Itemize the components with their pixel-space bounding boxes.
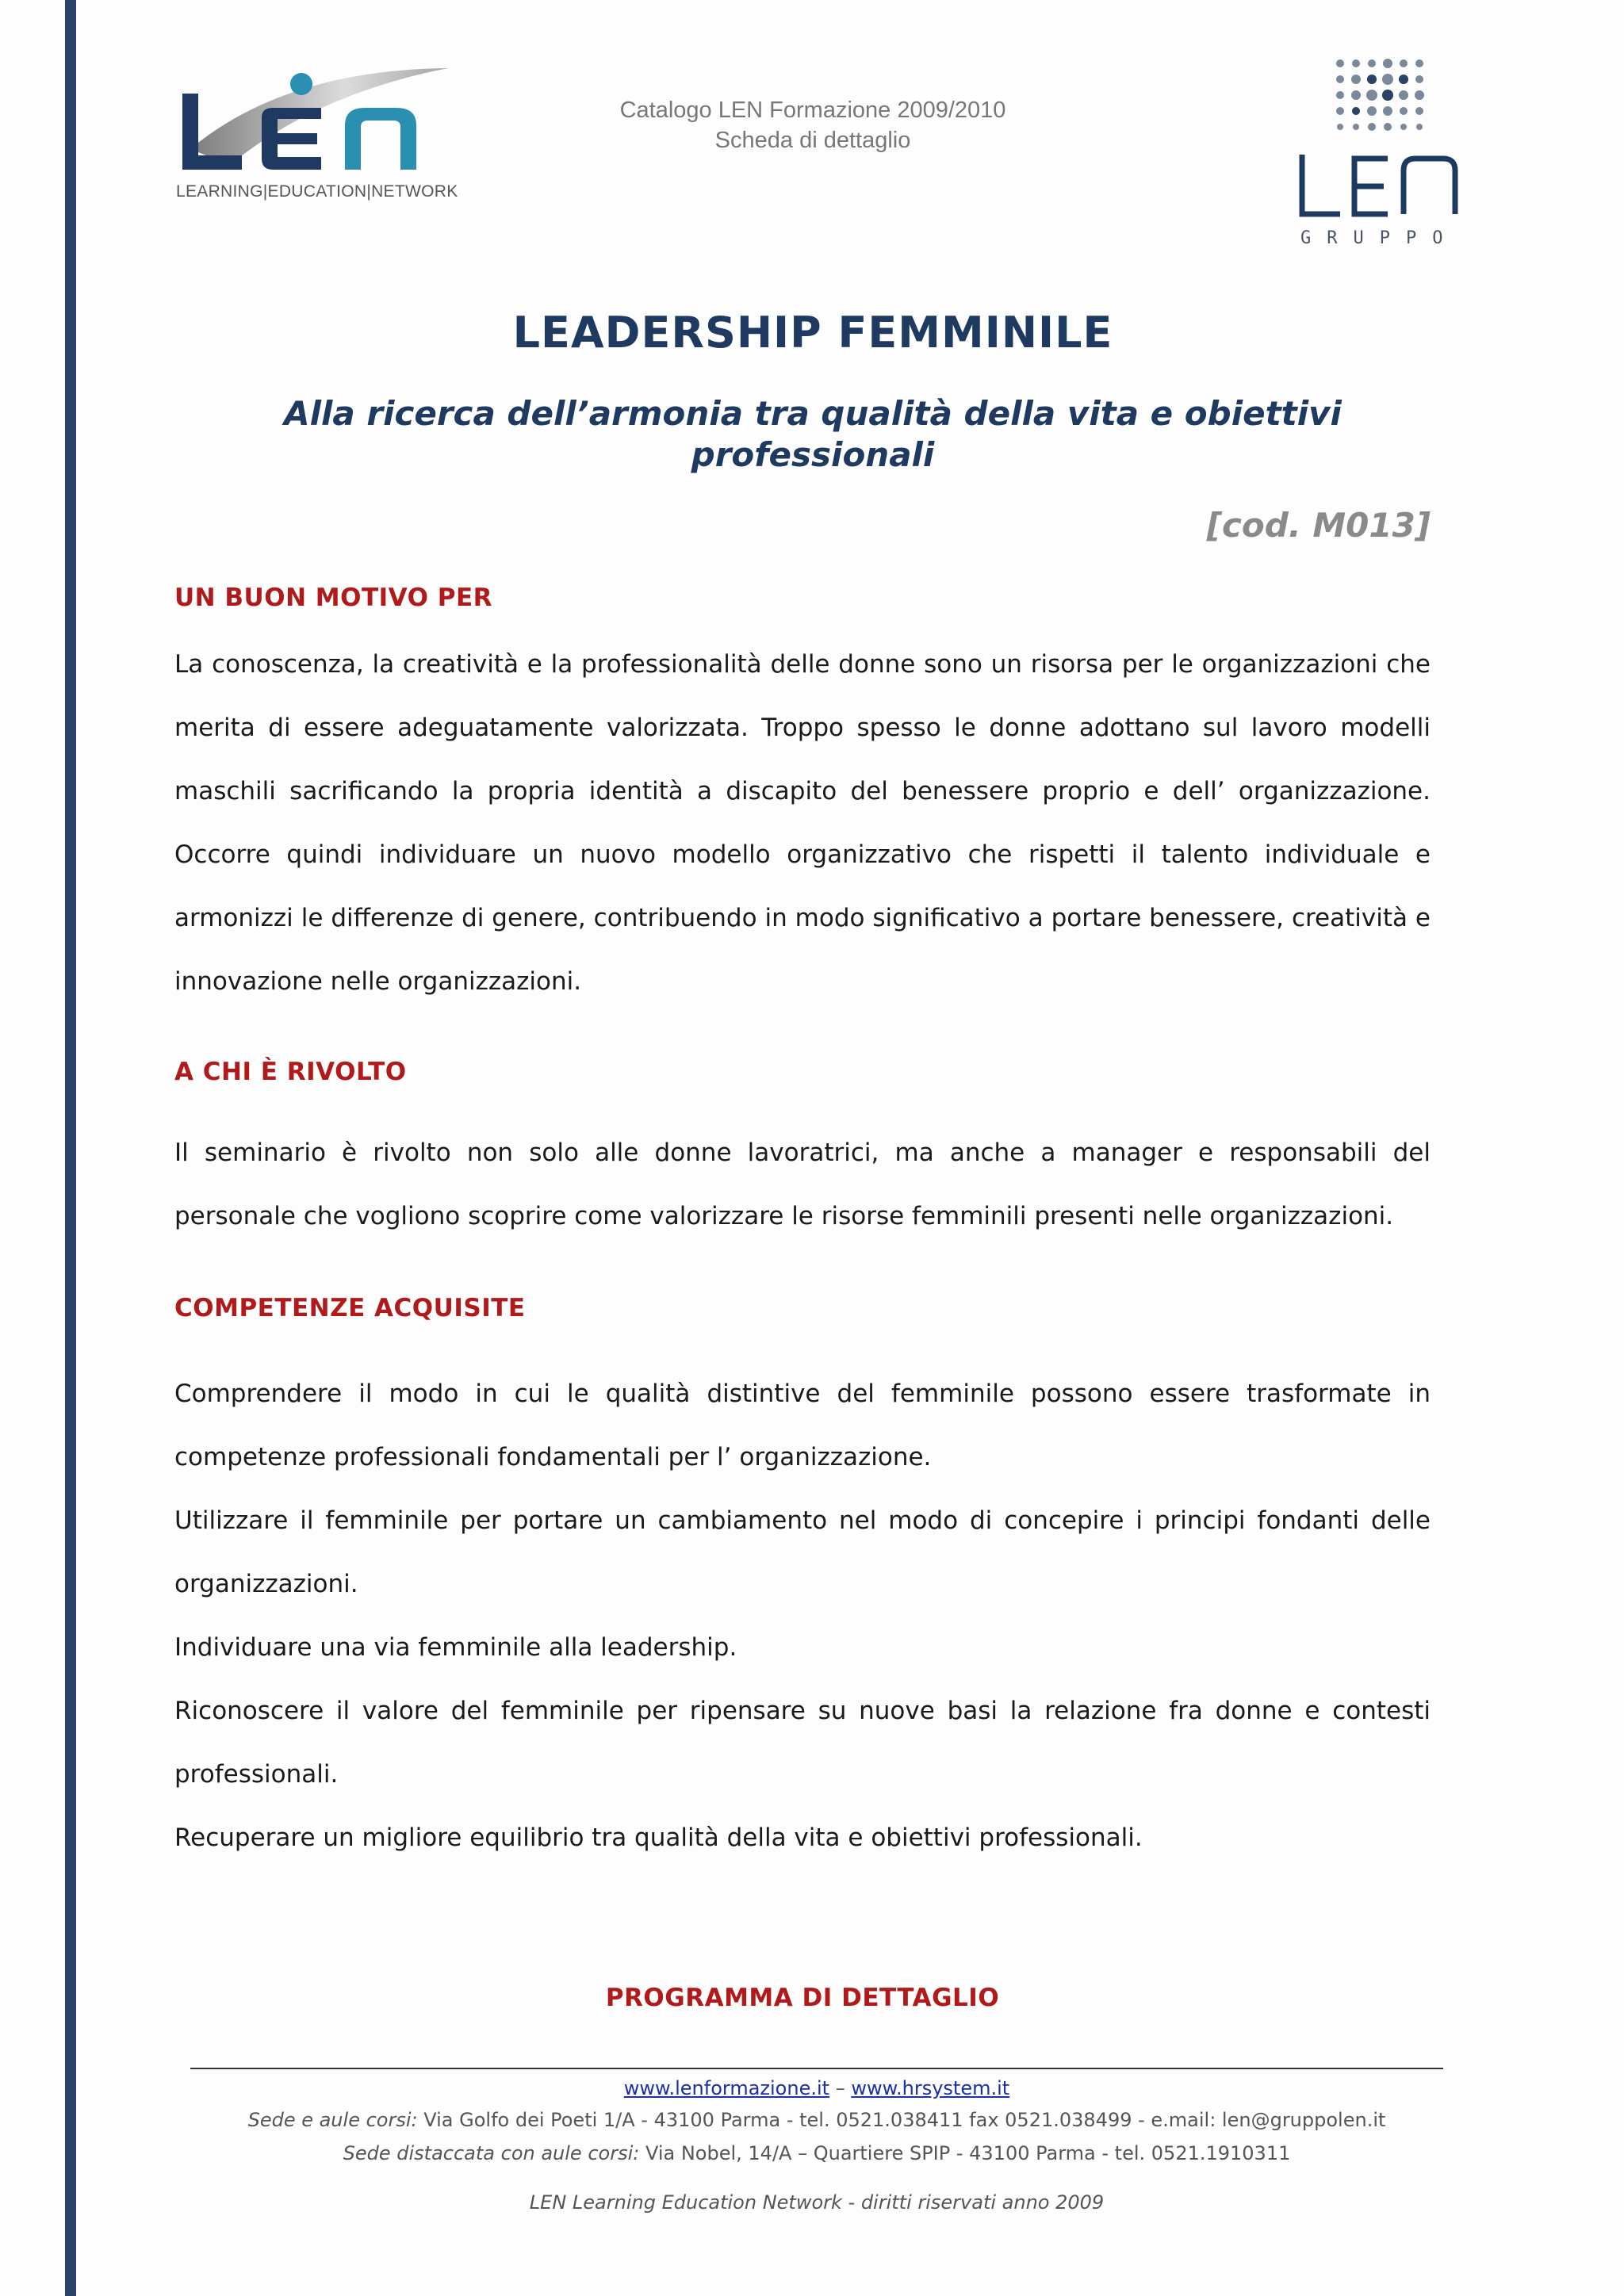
competenza-item: Riconoscere il valore del femminile per ripensare su nuove basi la relazione fra donne e contesti professionali.	[174, 1697, 1431, 1789]
len-gruppo-logo	[1293, 55, 1475, 254]
page-title: LEADERSHIP FEMMINILE	[512, 308, 1113, 358]
competenza-item: Individuare una via femminile alla leadership.	[174, 1633, 737, 1662]
left-margin-bar	[65, 0, 76, 2296]
section-heading-rivolto: A CHI È RIVOLTO	[174, 1058, 407, 1086]
catalog-header	[555, 95, 1071, 155]
section-heading-programma: PROGRAMMA DI DETTAGLIO	[605, 1984, 1000, 2012]
sede-label: Sede e aule corsi:	[247, 2109, 418, 2131]
gruppo-label: GRUPPO	[1300, 228, 1459, 248]
footer-sede-distaccata	[190, 2142, 1443, 2164]
sede2-label: Sede distaccata con aule corsi:	[343, 2142, 640, 2164]
sede-text: Via Golfo dei Poeti 1/A - 43100 Parma - tel. 0521.038411 fax 0521.038499 - e.mail: len@gruppolen.it	[417, 2109, 1386, 2131]
lenformazione-link[interactable]: www.lenformazione.it	[623, 2077, 830, 2099]
competenza-item: Recuperare un migliore equilibrio tra qualità della vita e obiettivi professionali.	[174, 1823, 1143, 1852]
competenza-item: Utilizzare il femminile per portare un cambiamento nel modo di concepire i principi fondanti delle organizzazioni.	[174, 1506, 1431, 1598]
competenza-item: Comprendere il modo in cui le qualità distintive del femminile possono essere trasformate in competenze professionali fondamentali per l’ organizzazione.	[174, 1380, 1431, 1471]
footer-divider	[190, 2068, 1443, 2069]
course-code: [cod. M013]	[1206, 506, 1431, 545]
hrsystem-link[interactable]: www.hrsystem.it	[851, 2077, 1010, 2099]
footer-links	[190, 2077, 1443, 2099]
len-logo-tagline: LEARNING|EDUCATION|NETWORK	[176, 182, 458, 201]
subtitle-line-1: Alla ricerca dell’armonia tra qualità della vita e obiettivi	[284, 394, 1342, 433]
section-text-motivo	[174, 633, 1431, 1013]
dots-grid-icon	[1293, 55, 1475, 222]
sede2-text: Via Nobel, 14/A – Quartiere SPIP - 43100 Parma - tel. 0521.1910311	[639, 2142, 1291, 2164]
len-logo	[174, 62, 460, 212]
subtitle-line-2: professionali	[691, 435, 935, 474]
rivolto-paragraph: Il seminario è rivolto non solo alle donne lavoratrici, ma anche a manager e responsabili del personale che vogliono scoprire come valorizzare le risorse femminili presenti nelle organizzazioni.	[174, 1138, 1431, 1230]
footer-sede	[190, 2109, 1443, 2131]
catalog-subtitle: Scheda di dettaglio	[714, 128, 911, 153]
section-text-rivolto	[174, 1121, 1431, 1248]
page-subtitle	[262, 393, 1364, 476]
section-heading-motivo: UN BUON MOTIVO PER	[174, 584, 493, 612]
competenze-list	[174, 1362, 1431, 1869]
footer-link-separator: –	[835, 2077, 845, 2099]
section-heading-competenze: COMPETENZE ACQUISITE	[174, 1294, 526, 1322]
len-logo-graphic	[174, 62, 460, 181]
footer-rights	[190, 2191, 1443, 2214]
catalog-title: Catalogo LEN Formazione 2009/2010	[619, 98, 1006, 123]
rights-text: LEN Learning Education Network - diritti riservati anno 2009	[529, 2191, 1105, 2214]
motivo-paragraph: La conoscenza, la creatività e la professionalità delle donne sono un risorsa per le organizzazioni che merita di essere adeguatamente valorizzata. Troppo spesso le donne adottano sul lavoro modelli maschili sacrificando la propria identità a discapito del benessere proprio e dell’ organizzazione. Occorre quindi individuare un nuovo modello organizzativo che rispetti il talento individuale e armonizzi le differenze di genere, contribuendo in modo significativo a portare benessere, creatività e innovazione nelle organizzazioni.	[174, 650, 1431, 996]
